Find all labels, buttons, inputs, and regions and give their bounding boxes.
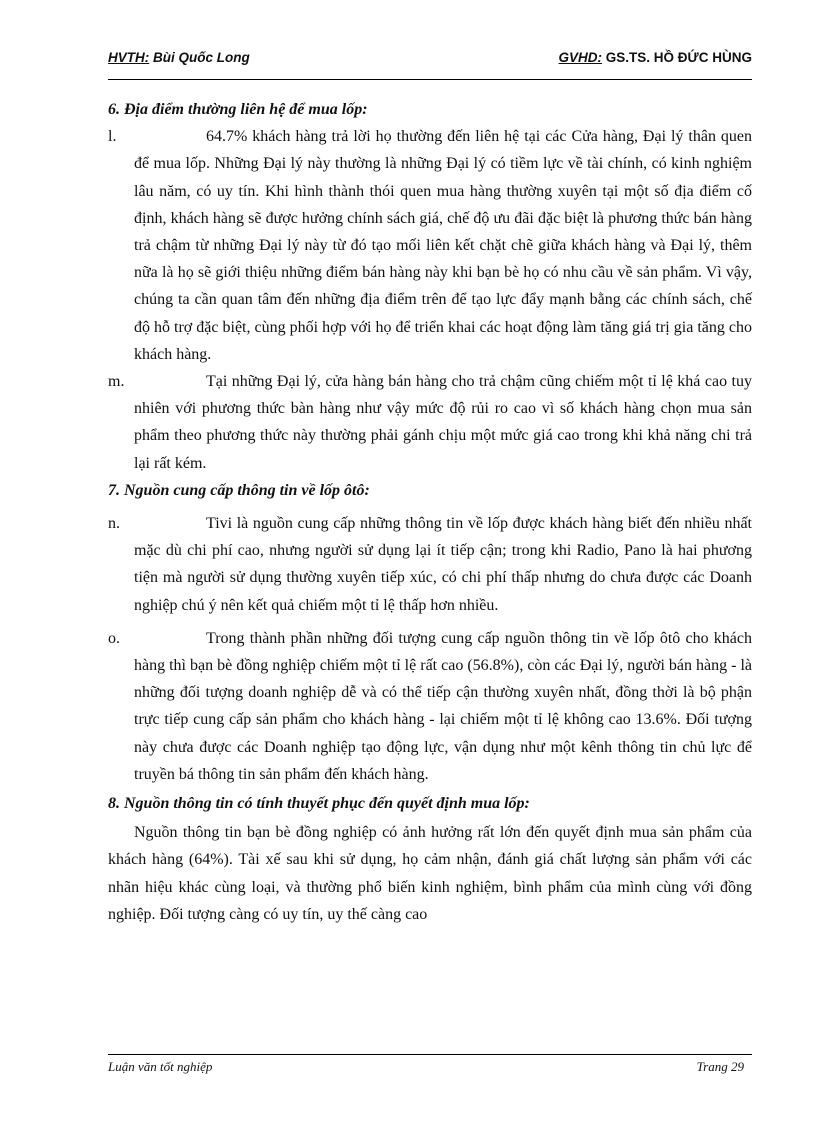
page-header	[108, 50, 752, 72]
list-marker: n.	[108, 515, 120, 533]
list-item-l	[108, 123, 752, 368]
list-item-m	[108, 368, 752, 477]
page-number: Trang 29	[696, 1059, 744, 1074]
list-marker: o.	[108, 629, 120, 647]
section-heading-6: 6. Địa điểm thường liên hệ để mua lốp:	[108, 101, 368, 118]
body-paragraph: Nguồn thông tin bạn bè đồng nghiệp có ảnh hưởng rất lớn đến quyết định mua sản phẩm của khách hàng (64%). Tài xế sau khi sử dụng, họ cảm nhận, đánh giá chất lượng sản phẩm với các nhãn hiệu khác cùng loại, và thường phổ biến kinh nghiệm, bình phẩm của mình cùng với đồng nghiệp. Đối tượng càng có uy tín, uy thế càng cao	[108, 824, 752, 923]
list-item-n	[108, 510, 752, 619]
footer-title: Luận văn tốt nghiệp	[108, 1059, 213, 1074]
section-heading-7: 7. Nguồn cung cấp thông tin về lốp ôtô:	[108, 481, 370, 499]
header-rule	[108, 79, 752, 80]
list-item-text: Tivi là nguồn cung cấp những thông tin về lốp được khách hàng biết đến nhiều nhất mặc dù chi phí cao, nhưng người sử dụng lại ít tiếp cận; trong khi Radio, Pano là hai phương tiện mà người sử dụng thường xuyên tiếp xúc, có chi phí thấp nhưng do chưa được các Doanh nghiệp chú ý nên kết quả chiếm một tỉ lệ thấp hơn nhiều.	[134, 515, 752, 614]
page-footer	[108, 1059, 752, 1075]
list-marker: m.	[108, 373, 125, 391]
section-heading-8: 8. Nguồn thông tin có tính thuyết phục đến quyết định mua lốp:	[108, 795, 530, 813]
list-marker: l.	[108, 128, 117, 146]
list-item-text: Tại những Đại lý, cửa hàng bán hàng cho trả chậm cũng chiếm một tỉ lệ khá cao tuy nhiên với phương thức bàn hàng như vậy mức độ rủi ro cao vì số khách hàng chọn mua sản phẩm theo phương thức này thường phải gánh chịu một mức giá cao trong khi khả năng chi trả lại rất kém.	[134, 373, 752, 472]
supervisor-name: GVHD: GS.TS. HỒ ĐỨC HÙNG	[558, 50, 752, 65]
page-body	[108, 96, 752, 928]
list-item-o	[108, 625, 752, 788]
student-name: HVTH: Bùi Quốc Long	[108, 50, 250, 65]
list-item-text: 64.7% khách hàng trả lời họ thường đến liên hệ tại các Cửa hàng, Đại lý thân quen để mua lốp. Những Đại lý này thường là những Đại lý có tiềm lực về tài chính, có kinh nghiệm lâu năm, có uy tín. Khi hình thành thói quen mua hàng thường xuyên tại một số địa điểm cố định, khách hàng sẽ được hưởng chính sách giá, chế độ ưu đãi đặc biệt là phương thức bán hàng trả chậm từ những Đại lý này từ đó tạo mối liên kết chặt chẽ giữa khách hàng và Đại lý, thêm nữa là họ sẽ giới thiệu những điểm bán hàng này khi bạn bè họ có nhu cầu về sản phẩm. Vì vậy, chúng ta cần quan tâm đến những địa điểm trên để tạo lực đẩy mạnh bằng các chính sách, chế độ hỗ trợ đặc biệt, cùng phối hợp với họ để triển khai các hoạt động làm tăng giá trị gia tăng cho khách hàng.	[134, 128, 752, 363]
footer-rule	[108, 1054, 752, 1055]
list-item-text: Trong thành phần những đối tượng cung cấp nguồn thông tin về lốp ôtô cho khách hàng thì bạn bè đồng nghiệp chiếm một tỉ lệ rất cao (56.8%), còn các Đại lý, người bán hàng - là những đối tượng doanh nghiệp dễ và có thể tiếp cận thường xuyên nhất, đồng thời là bộ phận trực tiếp cung cấp sản phẩm cho khách hàng - lại chiếm một tỉ lệ không cao 13.6%. Đối tượng này chưa được các Doanh nghiệp tạo động lực, vận dụng như một kênh thông tin chủ lực để truyền bá thông tin sản phẩm đến khách hàng.	[134, 629, 752, 783]
